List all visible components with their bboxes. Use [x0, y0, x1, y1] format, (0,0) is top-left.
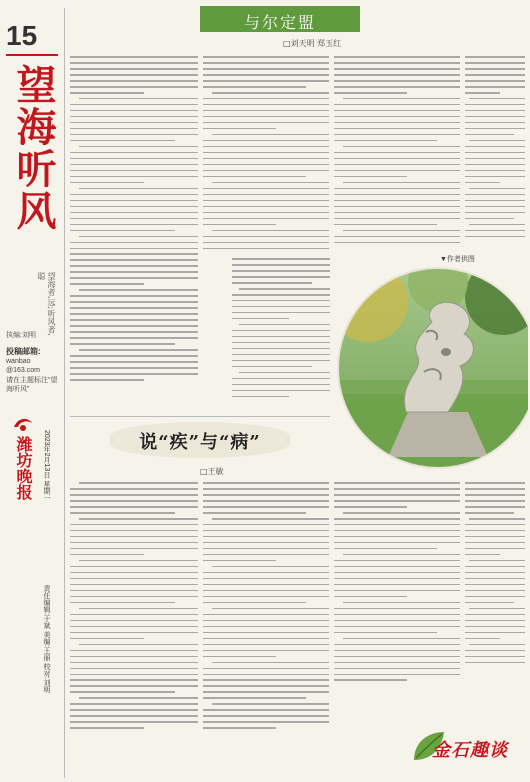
article2-col4 [465, 482, 525, 718]
brand-name: 潍坊晚报 [14, 436, 33, 500]
column-title: 望海听风 [10, 64, 57, 232]
article-divider [70, 416, 330, 417]
contact-label: 投稿邮箱: [6, 347, 41, 356]
page-number: 15 [6, 20, 38, 51]
brand-swirl-icon [12, 415, 34, 433]
scholar-stone-photo [328, 262, 528, 472]
issue-credits: 责任编辑:于斌 美编:王丽 校对:刘明 [43, 585, 50, 693]
article1-col3 [334, 56, 460, 252]
article1-col1 [70, 56, 198, 412]
column-label: 金石趣谈 [432, 740, 508, 761]
article1-col2-lower [232, 258, 330, 408]
sidebar-divider [64, 8, 65, 778]
article2-title: 说“疾”与“病” [139, 432, 261, 453]
article2-col2 [203, 482, 329, 774]
issue-date: 2023年2月13日 星期一 [43, 430, 50, 502]
article2-byline: □王敏 [200, 467, 224, 476]
brand-logo [12, 415, 34, 433]
article1-col2 [203, 56, 329, 252]
article1-byline: □刘天明 郑玉红 [283, 39, 342, 48]
sidebar-editor: 执编:刘明 [6, 332, 36, 339]
page-number-underline [6, 54, 58, 56]
article2-col1 [70, 482, 198, 774]
article1-col4 [465, 56, 525, 252]
contact-note: 请在主题标注“望海听风” [6, 377, 58, 393]
article2-col3 [334, 482, 460, 718]
photo-caption: ▼作者供图 [440, 256, 475, 263]
contact-email-domain: @163.com [6, 367, 40, 374]
column-tagline: 望海者,远;听风者,聪 [37, 272, 56, 336]
contact-email-user: wanbao [6, 358, 31, 365]
article1-title: 与尔定盟 [243, 13, 316, 32]
